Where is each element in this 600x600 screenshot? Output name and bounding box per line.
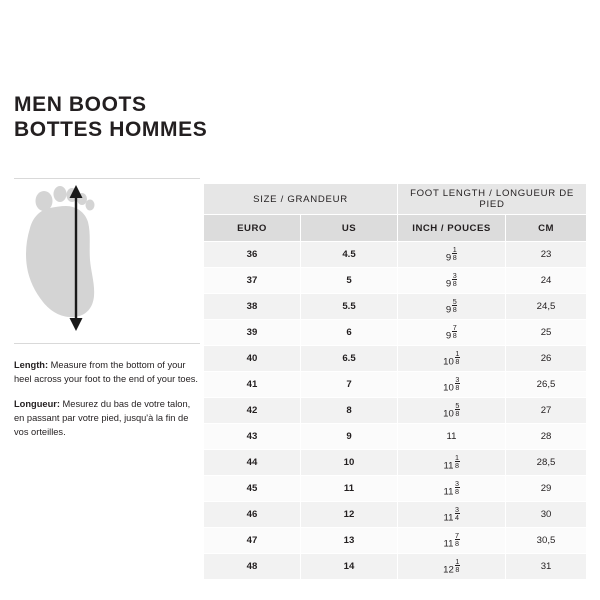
table-row	[204, 346, 587, 372]
fraction: $\frac{3}{8}$	[455, 374, 460, 392]
table-body	[204, 242, 587, 580]
cell-us: 6	[301, 320, 398, 346]
cell-euro: 42	[204, 398, 301, 424]
cell-cm: 26	[506, 346, 587, 372]
foot-illustration	[14, 178, 200, 344]
cell-euro: 48	[204, 554, 301, 580]
cell-inch: 9 $\frac{7}{8}$	[398, 320, 506, 346]
cell-euro: 39	[204, 320, 301, 346]
cell-us: 5	[301, 268, 398, 294]
table-row	[204, 476, 587, 502]
fraction: $\frac{1}{8}$	[455, 452, 459, 470]
table-row	[204, 554, 587, 580]
foot-outline-icon	[14, 184, 200, 338]
fraction: $\frac{1}{8}$	[455, 556, 460, 574]
table-row	[204, 398, 587, 424]
cell-euro: 41	[204, 372, 301, 398]
divider-bottom	[14, 343, 200, 344]
group-header-size: SIZE / GRANDEUR	[204, 184, 398, 215]
cell-euro: 43	[204, 424, 301, 450]
cell-inch: 10 $\frac{5}{8}$	[398, 398, 506, 424]
cell-us: 6.5	[301, 346, 398, 372]
cell-euro: 44	[204, 450, 301, 476]
cell-cm: 31	[506, 554, 587, 580]
fraction: $\frac{5}{8}$	[452, 296, 457, 314]
cell-us: 12	[301, 502, 398, 528]
cell-euro: 37	[204, 268, 301, 294]
cell-cm: 27	[506, 398, 587, 424]
table-row	[204, 294, 587, 320]
cell-cm: 30	[506, 502, 587, 528]
title-line-en: MEN BOOTS	[14, 93, 147, 116]
fraction: $\frac{3}{4}$	[455, 504, 459, 522]
cell-euro: 40	[204, 346, 301, 372]
cell-us: 7	[301, 372, 398, 398]
table-row	[204, 242, 587, 268]
cell-inch: 11 $\frac{1}{8}$	[398, 450, 506, 476]
cell-us: 9	[301, 424, 398, 450]
cell-euro: 36	[204, 242, 301, 268]
cell-cm: 25	[506, 320, 587, 346]
cell-cm: 24	[506, 268, 587, 294]
table-row	[204, 424, 587, 450]
column-header-cm: CM	[506, 215, 587, 242]
cell-euro: 38	[204, 294, 301, 320]
cell-us: 10	[301, 450, 398, 476]
cell-inch: 11 $\frac{3}{4}$	[398, 502, 506, 528]
cell-inch: 9 $\frac{5}{8}$	[398, 294, 506, 320]
instruction-en-label: Length:	[14, 360, 49, 370]
table-row	[204, 372, 587, 398]
fraction: $\frac{3}{8}$	[455, 478, 459, 496]
cell-us: 4.5	[301, 242, 398, 268]
cell-cm: 24,5	[506, 294, 587, 320]
instruction-en	[14, 358, 200, 386]
cell-cm: 23	[506, 242, 587, 268]
fraction: $\frac{5}{8}$	[455, 400, 460, 418]
cell-inch: 9 $\frac{1}{8}$	[398, 242, 506, 268]
cell-cm: 29	[506, 476, 587, 502]
cell-inch: 10 $\frac{3}{8}$	[398, 372, 506, 398]
fraction: $\frac{1}{8}$	[452, 244, 457, 262]
instruction-fr-label: Longueur:	[14, 399, 60, 409]
cell-inch: 11 $\frac{7}{8}$	[398, 528, 506, 554]
cell-us: 11	[301, 476, 398, 502]
fraction: $\frac{7}{8}$	[452, 322, 457, 340]
cell-cm: 28,5	[506, 450, 587, 476]
instructions-text	[14, 358, 200, 439]
cell-us: 5.5	[301, 294, 398, 320]
cell-inch: 11 $\frac{3}{8}$	[398, 476, 506, 502]
cell-inch: 12 $\frac{1}{8}$	[398, 554, 506, 580]
cell-us: 13	[301, 528, 398, 554]
cell-euro: 45	[204, 476, 301, 502]
table-row	[204, 450, 587, 476]
cell-us: 14	[301, 554, 398, 580]
fraction: $\frac{1}{8}$	[455, 348, 460, 366]
table-group-header-row	[204, 184, 587, 215]
cell-cm: 30,5	[506, 528, 587, 554]
cell-inch: 11	[398, 424, 506, 450]
page-title	[14, 92, 434, 142]
column-header-euro: EURO	[204, 215, 301, 242]
instruction-en-body: Measure from the bottom of your heel across your foot to the end of your toes.	[14, 360, 198, 384]
table-row	[204, 320, 587, 346]
cell-cm: 26,5	[506, 372, 587, 398]
divider-top	[14, 178, 200, 179]
table-column-header-row	[204, 215, 587, 242]
table-row	[204, 268, 587, 294]
cell-euro: 47	[204, 528, 301, 554]
measure-instructions-panel	[14, 178, 200, 450]
size-table	[203, 183, 587, 580]
table-row	[204, 502, 587, 528]
fraction: $\frac{3}{8}$	[452, 270, 457, 288]
size-table-container	[203, 183, 586, 580]
cell-cm: 28	[506, 424, 587, 450]
fraction: $\frac{7}{8}$	[455, 530, 459, 548]
instruction-fr	[14, 397, 200, 439]
cell-us: 8	[301, 398, 398, 424]
group-header-foot-length: FOOT LENGTH / LONGUEUR DE PIED	[398, 184, 587, 215]
column-header-inch: INCH / POUCES	[398, 215, 506, 242]
instruction-fr-body: Mesurez du bas de votre talon, en passant par votre pied, jusqu'à la fin de vos orteilles.	[14, 399, 191, 437]
cell-euro: 46	[204, 502, 301, 528]
cell-inch: 9 $\frac{3}{8}$	[398, 268, 506, 294]
title-line-fr: BOTTES HOMMES	[14, 118, 208, 141]
column-header-us: US	[301, 215, 398, 242]
table-row	[204, 528, 587, 554]
cell-inch: 10 $\frac{1}{8}$	[398, 346, 506, 372]
